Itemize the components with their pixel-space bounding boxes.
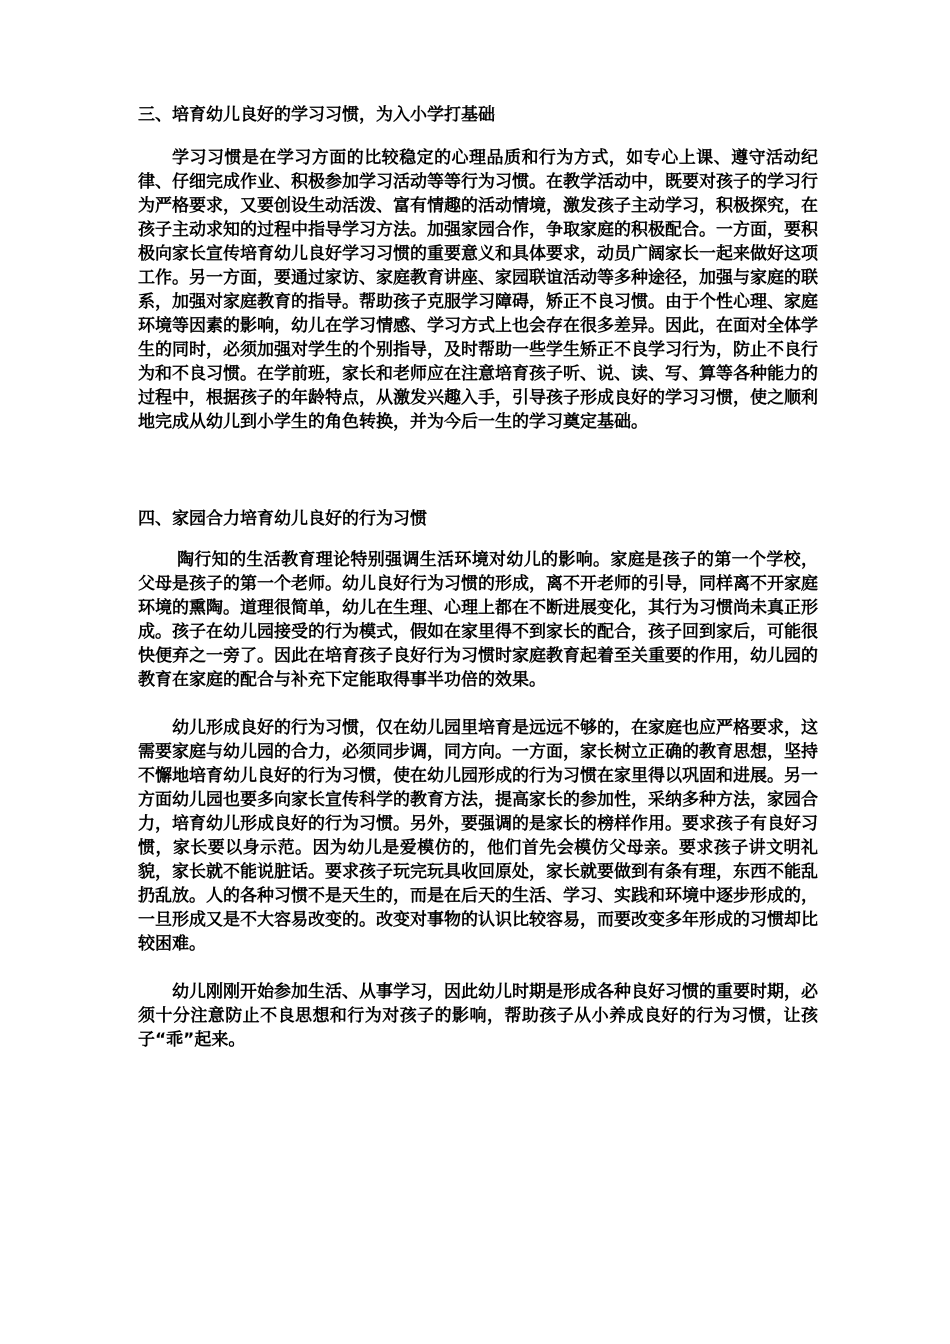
section-3-paragraph-1: 学习习惯是在学习方面的比较稳定的心理品质和行为方式，如专心上课、遵守活动纪律、仔细完成作业、积极参加学习活动等等行为习惯。在教学活动中，既要对孩子的学习行为严格要求，又要创设生动活泼、富有情趣的活动情境，激发孩子主动学习，积极探究，在孩子主动求知的过程中指导学习方法。加强家园合作，争取家庭的积极配合。一方面，要积极向家长宣传培育幼儿良好学习习惯的重要意义和具体要求，动员广阔家长一起来做好这项工作。另一方面，要通过家访、家庭教育讲座、家园联谊活动等多种途径，加强与家庭的联系，加强对家庭教育的指导。帮助孩子克服学习障碍，矫正不良习惯。由于个性心理、家庭环境等因素的影响，幼儿在学习情感、学习方式上也会存在很多差异。因此，在面对全体学生的同时，必须加强对学生的个别指导，及时帮助一些学生矫正不良学习行为，防止不良行为和不良习惯。在学前班，家长和老师应在注意培育孩子听、说、读、写、算等各种能力的过程中，根据孩子的年龄特点，从激发兴趣入手，引导孩子形成良好的学习习惯，使之顺利地完成从幼儿到小学生的角色转换，并为今后一生的学习奠定基础。 [138, 148, 818, 432]
section-heading-3: 三、培育幼儿良好的学习习惯，为入小学打基础 [138, 105, 495, 125]
section-heading-4: 四、家园合力培育幼儿良好的行为习惯 [138, 509, 427, 529]
section-4-paragraph-3: 幼儿刚刚开始参加生活、从事学习，因此幼儿时期是形成各种良好习惯的重要时期，必须十分注意防止不良思想和行为对孩子的影响，帮助孩子从小养成良好的行为习惯，让孩子“乖”起来。 [138, 982, 818, 1050]
section-4-paragraph-2: 幼儿形成良好的行为习惯，仅在幼儿园里培育是远远不够的，在家庭也应严格要求，这需要家庭与幼儿园的合力，必须同步调，同方向。一方面，家长树立正确的教育思想，坚持不懈地培育幼儿良好的行为习惯，使在幼儿园形成的行为习惯在家里得以巩固和进展。另一方面幼儿园也要多向家长宣传科学的教育方法，提高家长的参加性，采纳多种方法，家园合力，培育幼儿形成良好的行为习惯。另外，要强调的是家长的榜样作用。要求孩子有良好习惯，家长要以身示范。因为幼儿是爱模仿的，他们首先会模仿父母亲。要求孩子讲文明礼貌，家长就不能说脏话。要求孩子玩完玩具收回原处，家长就要做到有条有理，东西不能乱扔乱放。人的各种习惯不是天生的，而是在后天的生活、学习、实践和环境中逐步形成的，一旦形成又是不大容易改变的。改变对事物的认识比较容易，而要改变多年形成的习惯却比较困难。 [138, 718, 818, 954]
document-page [138, 98, 818, 1052]
section-4-paragraph-1: 陶行知的生活教育理论特别强调生活环境对幼儿的影响。家庭是孩子的第一个学校，父母是孩子的第一个老师。幼儿良好行为习惯的形成，离不开老师的引导，同样离不开家庭环境的熏陶。道理很简单，幼儿在生理、心理上都在不断进展变化，其行为习惯尚未真正形成。孩子在幼儿园接受的行为模式，假如在家里得不到家长的配合，孩子回到家后，可能很快便弃之一旁了。因此在培育孩子良好行为习惯时家庭教育起着至关重要的作用，幼儿园的教育在家庭的配合与补充下定能取得事半功倍的效果。 [138, 550, 818, 690]
